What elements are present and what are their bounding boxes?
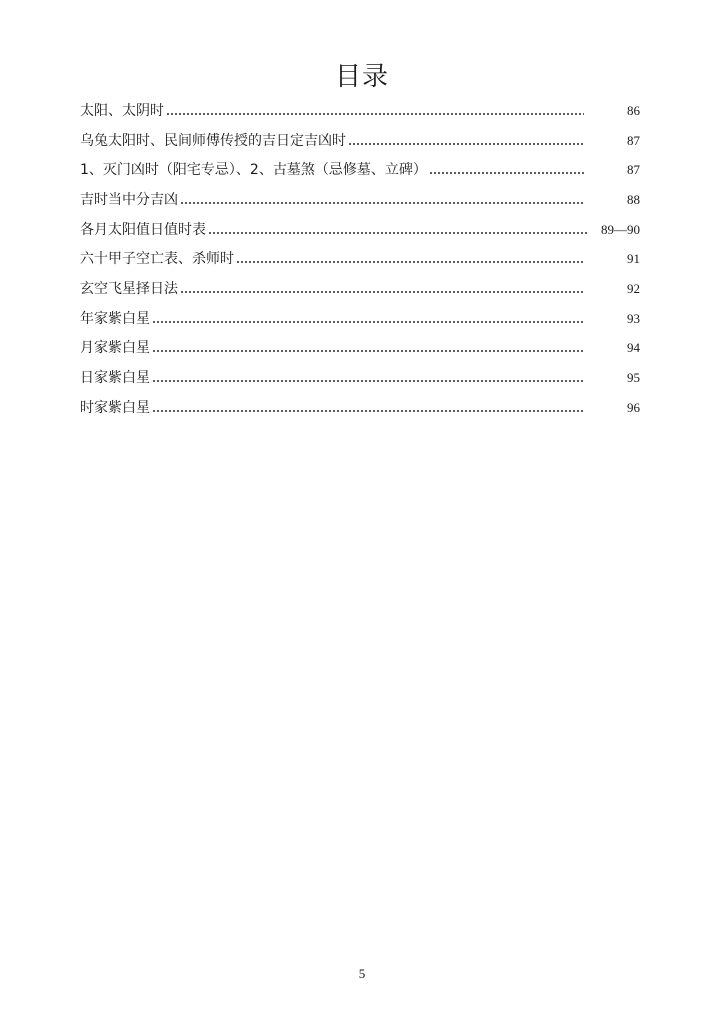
toc-entry <box>80 274 640 304</box>
toc-leader-dots <box>348 143 584 145</box>
toc-entry-label: 年家紫白星 <box>80 310 150 327</box>
toc-leader-dots <box>236 261 584 263</box>
page-title: 目录 <box>334 62 389 92</box>
toc-entry-label: 各月太阳值日值时表 <box>80 221 206 238</box>
toc-leader-dots <box>152 380 584 382</box>
toc-leader-dots <box>152 350 584 352</box>
toc-entry-page: 95 <box>627 370 640 386</box>
toc-leader-dots <box>152 410 584 412</box>
toc-leader-dots <box>208 232 588 234</box>
toc-entry <box>80 155 640 185</box>
toc-entry <box>80 185 640 215</box>
toc-leader-dots <box>152 321 584 323</box>
toc-entry-label: 月家紫白星 <box>80 340 150 357</box>
toc-entry <box>80 215 640 245</box>
toc-leader-dots <box>166 113 584 115</box>
toc-entry-page: 89—90 <box>601 221 640 237</box>
toc-entry-label: 吉时当中分吉凶 <box>80 191 178 208</box>
toc-entry <box>80 334 640 364</box>
toc-entry-page: 92 <box>627 280 640 296</box>
toc-entry <box>80 244 640 274</box>
page-number: 5 <box>358 966 366 981</box>
toc-entry-page: 94 <box>627 340 640 356</box>
toc-entry-label: 太阳、太阴时 <box>80 102 164 119</box>
toc-entry-label: 六十甲子空亡表、杀师时 <box>80 251 234 268</box>
toc-entry-page: 86 <box>627 102 640 118</box>
toc-entry-label: 日家紫白星 <box>80 370 150 387</box>
toc-entry <box>80 393 640 423</box>
toc-entry <box>80 96 640 126</box>
toc-entry <box>80 126 640 156</box>
toc-entry-label: 玄空飞星择日法 <box>80 280 178 297</box>
toc-entry-page: 88 <box>627 191 640 207</box>
toc-leader-dots <box>180 202 584 204</box>
toc-leader-dots <box>180 291 584 293</box>
toc-leader-dots <box>429 172 584 174</box>
toc-entry-label: 1、灭门凶时（阳宅专忌）、2、古墓煞（忌修墓、立碑） <box>80 162 427 179</box>
toc-entry-page: 91 <box>627 251 640 267</box>
toc-entry-page: 87 <box>627 132 640 148</box>
toc-entry-page: 96 <box>627 399 640 415</box>
toc-entry-label: 时家紫白星 <box>80 399 150 416</box>
toc-entry-page: 93 <box>627 310 640 326</box>
toc-entry-page: 87 <box>627 162 640 178</box>
toc-entry-label: 乌兔太阳时、民间师傅传授的吉日定吉凶时 <box>80 132 346 149</box>
toc-entry <box>80 304 640 334</box>
toc-entry <box>80 363 640 393</box>
table-of-contents <box>80 96 640 423</box>
